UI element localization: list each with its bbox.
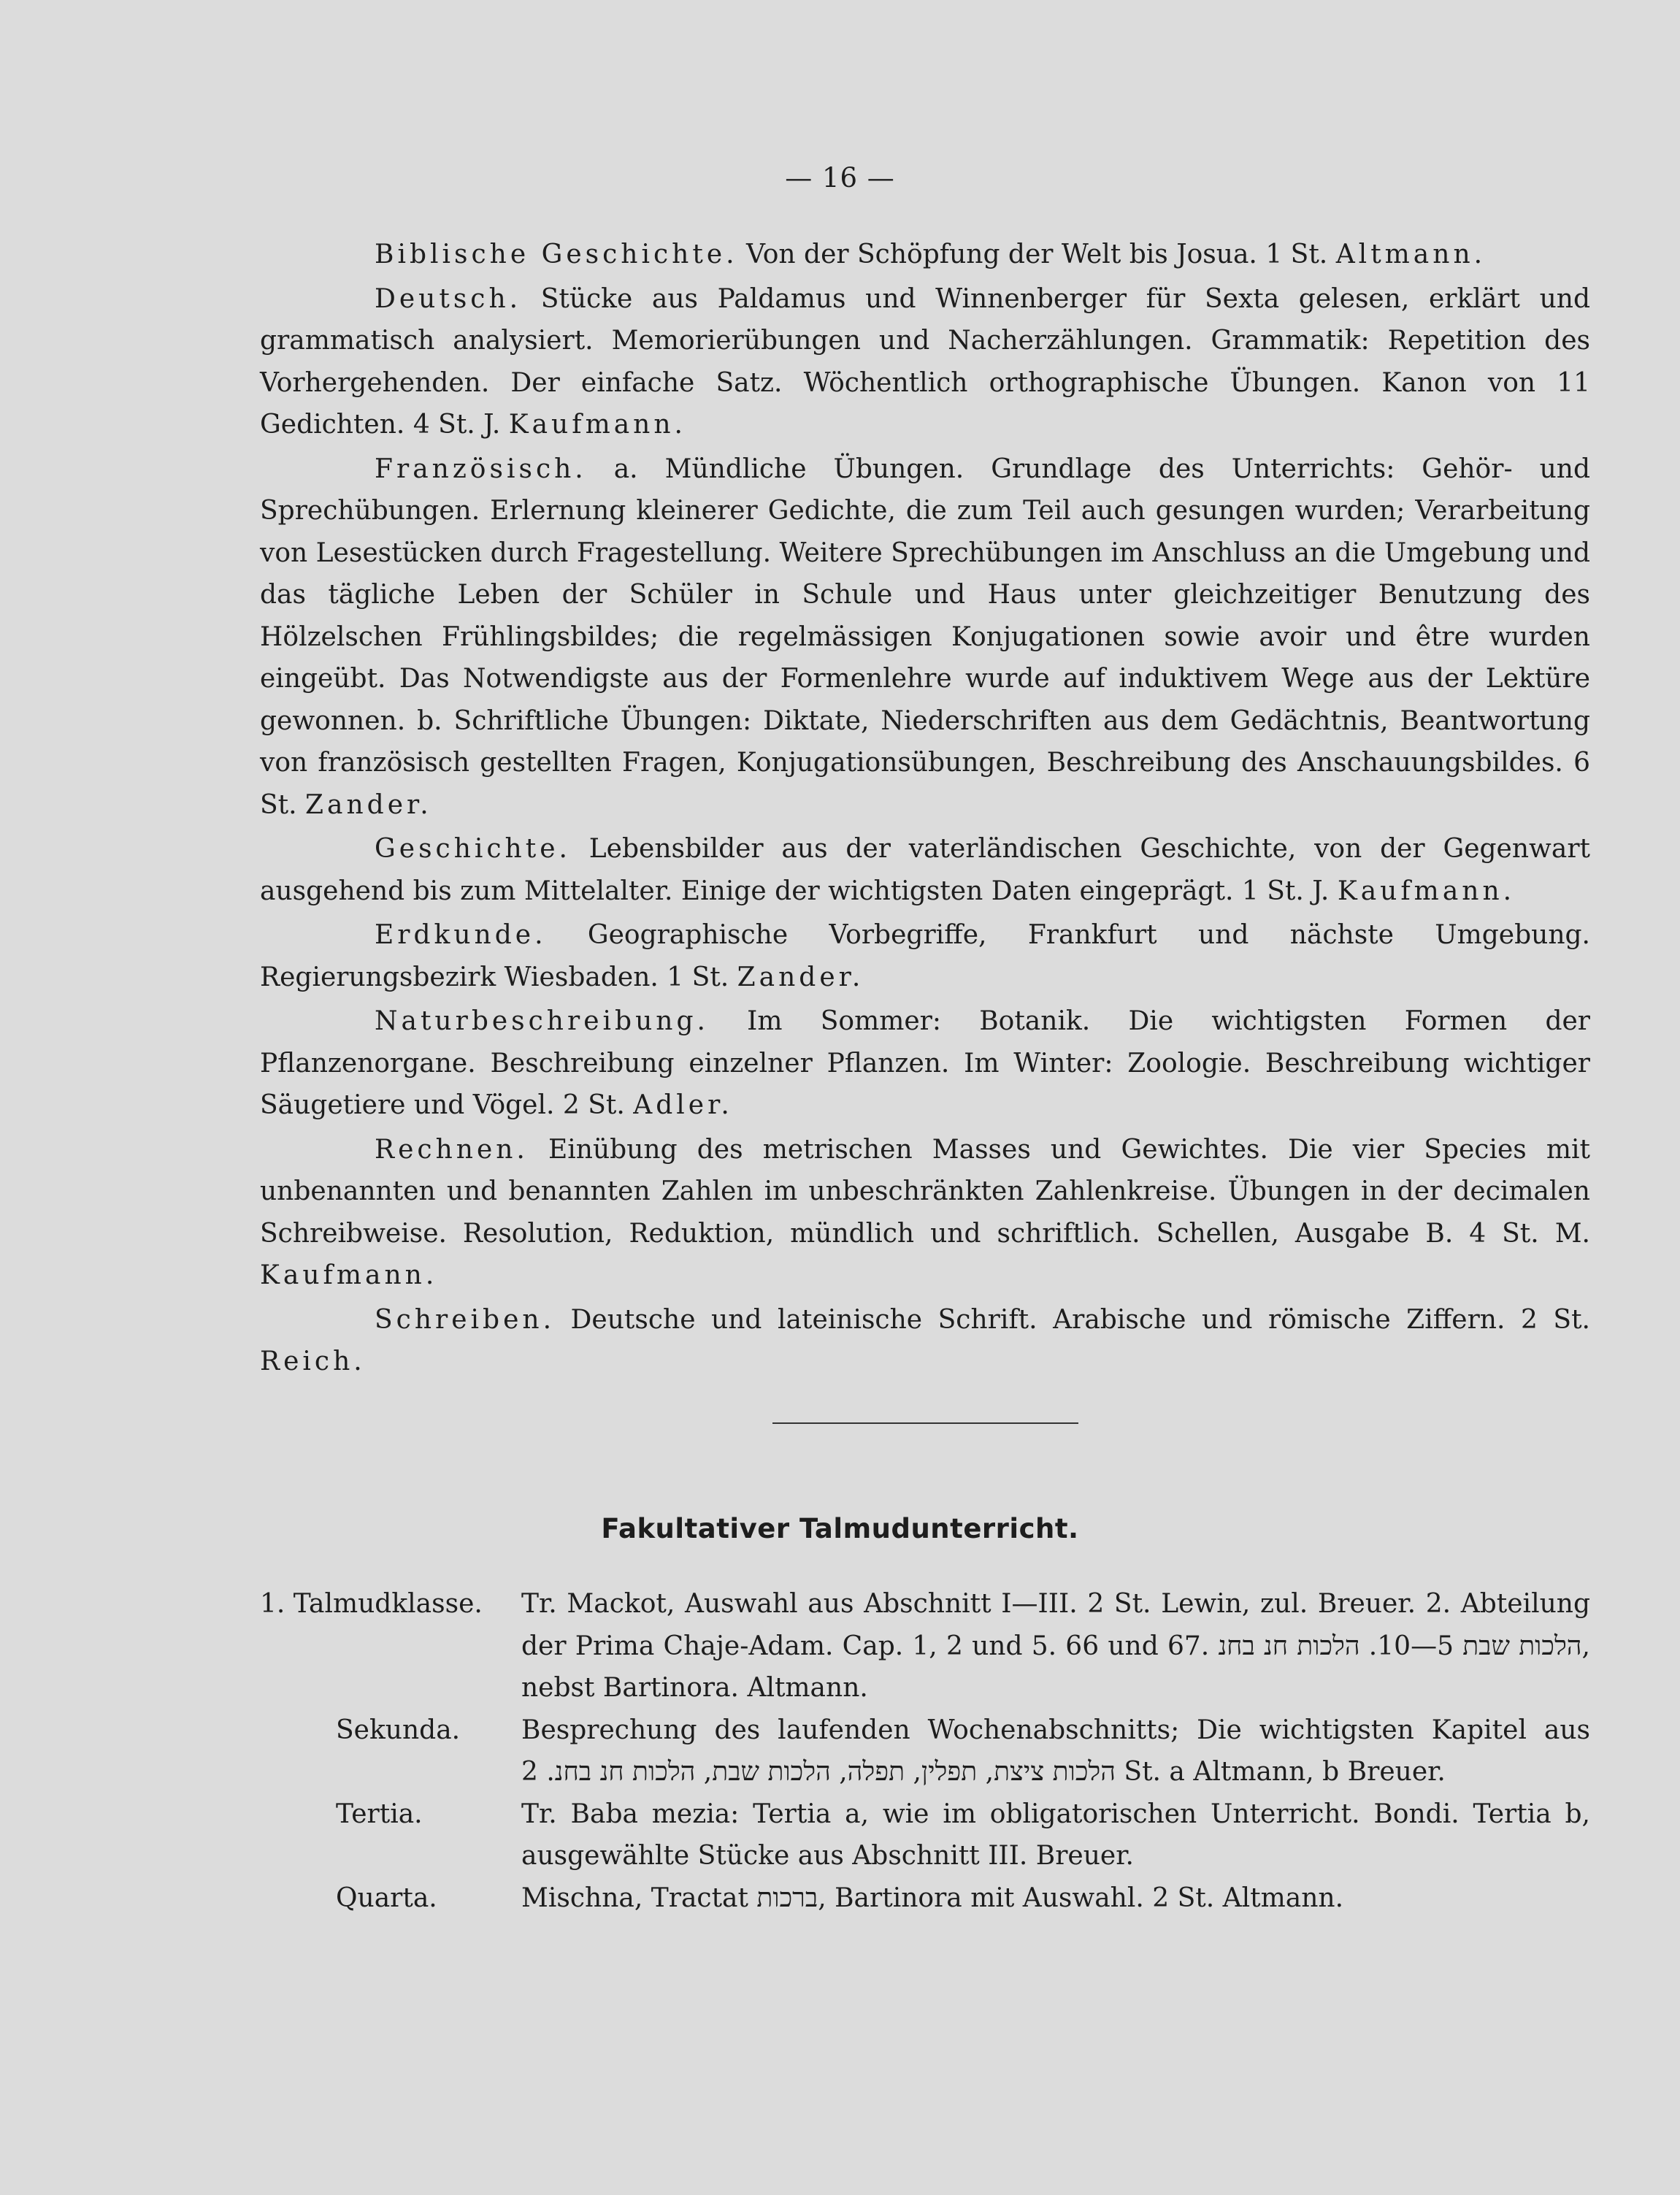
class-content: Tr. Mackot, Auswahl aus Abschnitt I—III. 2 St. Lewin, zul. Breuer. 2. Abteilung der Prima Chaje-Adam. Cap. 1, 2 und 5. 66 und 67. הלכות שבת 5—10. הלכות חנ בחנ, nebst Bartinora. Altmann. xyxy=(521,1589,1590,1703)
paragraph-text: a. Mündliche Übungen. Grundlage des Unterrichts: Gehör- und Sprechübungen. Erlernung kleinerer Gedichte, die zum Teil auch gesungen wurden; Verarbeitung von Lesestücken durch Fragestellung. Weitere Sprechübungen im Anschluss an die Umgebung und das tägliche Leben der Schüler in Schule und Haus unter gleichzeitiger Benutzung des Hölzelschen Frühlingsbildes; die regelmässigen Konjugationen sowie avoir und être wurden eingeübt. Das Notwendigste aus der Formenlehre wurde auf induktivem Wege aus der Lektüre gewonnen. b. Schriftliche Übungen: Diktate, Niederschriften aus dem Gedächtnis, Beantwortung von französisch gestellten Fragen, Konjugationsübungen, Beschreibung des Anschauungsbildes. 6 St. xyxy=(260,453,1590,820)
paragraph-text: Von der Schöpfung der Welt bis Josua. 1 St. xyxy=(737,240,1336,269)
teacher-name: Adler. xyxy=(633,1090,733,1120)
paragraph-schreiben xyxy=(260,1299,1590,1383)
teacher-name: Altmann. xyxy=(1335,240,1487,269)
subject-title: Geschichte. xyxy=(375,834,571,864)
subject-title: Deutsch. xyxy=(375,283,522,314)
paragraph-erdkunde xyxy=(260,914,1590,998)
section-divider xyxy=(772,1422,1078,1424)
paragraph-rechnen xyxy=(260,1129,1590,1297)
paragraph-franzoesisch xyxy=(260,448,1590,827)
talmud-row xyxy=(260,1793,1590,1877)
teacher-name: Kaufmann. xyxy=(260,1260,438,1290)
class-label: Tertia. xyxy=(336,1798,423,1829)
class-label: 1. Talmudklasse. xyxy=(260,1589,483,1619)
talmud-row xyxy=(260,1877,1590,1920)
section-heading: Fakultativer Talmudunterricht. xyxy=(601,1513,1079,1544)
class-content: Mischna, Tractat ברכות, Bartinora mit Auswahl. 2 St. Altmann. xyxy=(521,1882,1344,1913)
class-content: Tr. Baba mezia: Tertia a, wie im obligatorischen Unterricht. Bondi. Tertia b, ausgewählte Stücke aus Abschnitt III. Breuer. xyxy=(521,1798,1590,1871)
teacher-name: Reich. xyxy=(260,1347,366,1376)
talmud-row xyxy=(260,1709,1590,1793)
subject-title: Französisch. xyxy=(375,453,587,484)
paragraph-geschichte xyxy=(260,828,1590,912)
paragraph-text: Lebensbilder aus der vaterländischen Geschichte, von der Gegenwart ausgehend bis zum Mittelalter. Einige der wichtigsten Daten eingeprägt. 1 St. J. xyxy=(260,834,1590,906)
paragraph-biblische-geschichte xyxy=(260,234,1590,276)
subject-title: Rechnen. xyxy=(375,1134,529,1165)
teacher-name: Zander. xyxy=(737,962,864,992)
talmud-schedule xyxy=(260,1583,1590,1919)
teacher-name: Kaufmann. xyxy=(508,410,686,440)
paragraph-text: Deutsche und lateinische Schrift. Arabische und römische Ziffern. 2 St. xyxy=(555,1304,1590,1335)
paragraph-text: Einübung des metrischen Masses und Gewichtes. Die vier Species mit unbenannten und benannten Zahlen im unbeschränkten Zahlenkreise. Übungen in der decimalen Schreibweise. Resolution, Reduktion, mündlich und schriftlich. Schellen, Ausgabe B. 4 St. M. xyxy=(260,1134,1590,1249)
paragraph-text: Stücke aus Paldamus und Winnenberger für Sexta gelesen, erklärt und grammatisch analysiert. Memorierübungen und Nacherzählungen. Grammatik: Repetition des Vorhergehenden. Der einfache Satz. Wöchentlich orthographische Übungen. Kanon von 11 Gedichten. 4 St. J. xyxy=(260,283,1590,440)
paragraph-deutsch xyxy=(260,278,1590,446)
page-number: — 16 — xyxy=(785,162,895,194)
teacher-name: Kaufmann. xyxy=(1337,876,1516,906)
subject-title: Biblische Geschichte. xyxy=(375,240,738,269)
paragraph-naturbeschreibung xyxy=(260,1000,1590,1127)
subject-title: Schreiben. xyxy=(375,1304,556,1335)
talmud-row xyxy=(260,1583,1590,1709)
class-label: Sekunda. xyxy=(336,1715,461,1745)
paragraph-text: Im Sommer: Botanik. Die wichtigsten Formen der Pflanzenorgane. Beschreibung einzelner Pflanzen. Im Winter: Zoologie. Beschreibung wichtiger Säugetiere und Vögel. 2 St. xyxy=(260,1006,1590,1120)
class-content: Besprechung des laufenden Wochenabschnitts; Die wichtigsten Kapitel aus הלכות ציצת, תפלין, תפלה, הלכות שבת, הלכות חנ בחנ. 2 St. a Altmann, b Breuer. xyxy=(521,1715,1590,1787)
curriculum-body xyxy=(260,234,1590,1385)
subject-title: Naturbeschreibung. xyxy=(375,1006,709,1036)
paragraph-text: Geographische Vorbegriffe, Frankfurt und nächste Umgebung. Regierungsbezirk Wiesbaden. 1 St. xyxy=(260,920,1590,992)
subject-title: Erdkunde. xyxy=(375,920,547,950)
teacher-name: Zander. xyxy=(305,789,432,820)
class-label: Quarta. xyxy=(336,1882,437,1913)
